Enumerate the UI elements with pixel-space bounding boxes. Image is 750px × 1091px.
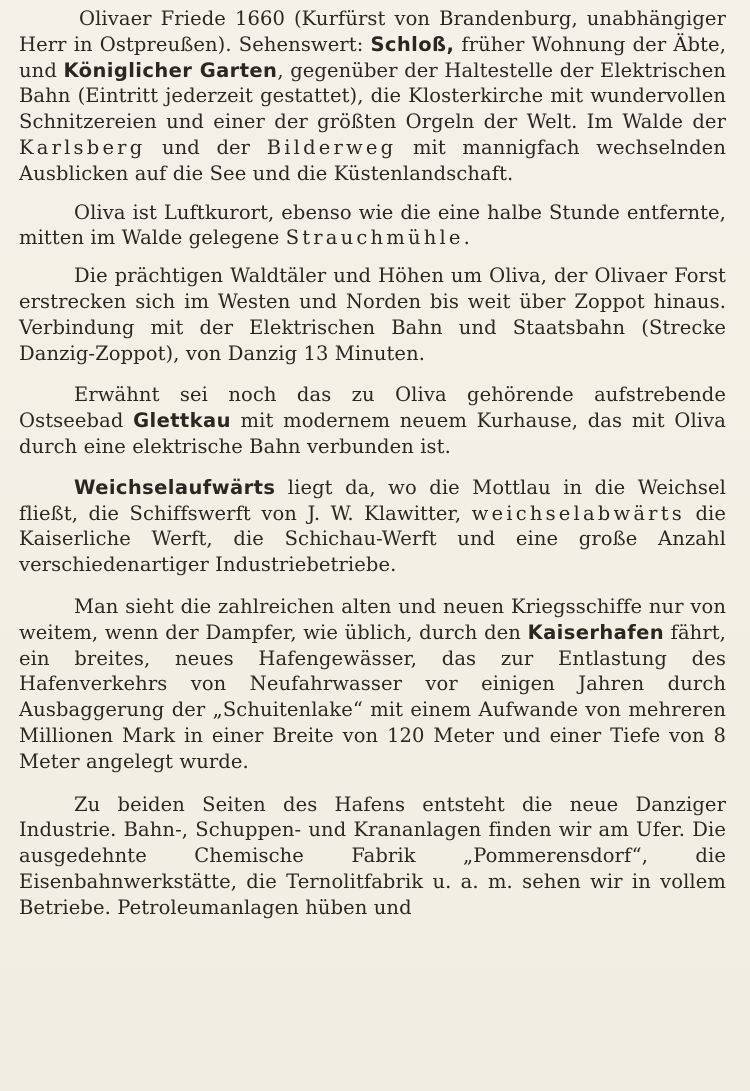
text-run: mit modernem neuem Kurhause, das mit Oliva durch eine elektrische Bahn verbunden ist. bbox=[19, 409, 726, 458]
paragraph-luftkurort bbox=[19, 200, 726, 252]
emphasis-weichselaufwaerts: Weichselaufwärts bbox=[74, 475, 276, 499]
text-run: mit mannigfach wechselnden Ausblicken auf die See und die Küstenlandschaft. bbox=[19, 135, 726, 185]
text-run: Zu beiden Seiten des Hafens entsteht die neue Danziger Industrie. Bahn-, Schuppen- und Krananlagen finden wir am Ufer. Die ausgedehnte Chemische Fabrik „Pommerensdorf“, die Eisenbahnwerkstätte, die Ternolitfabrik u. a. m. sehen wir in vollem Betriebe. Petroleumanlagen hüben und bbox=[19, 792, 726, 919]
text-run: und der bbox=[145, 135, 267, 159]
text-run: liegt da, wo die Mottlau in die Weichsel fließt, die Schiffswerft von J. W. Klawitter, bbox=[19, 475, 726, 525]
spaced-bilderweg: Bilderweg bbox=[266, 135, 397, 159]
text-run: die Kaiserliche Werft, die Schichau-Werft und eine große Anzahl verschiedenartiger Industriebetriebe. bbox=[19, 501, 727, 577]
text-run: Die prächtigen Waldtäler und Höhen um Oliva, der Olivaer Forst erstrecken sich im Westen und Norden bis weit über Zoppot hinaus. Verbindung mit der Elektrischen Bahn und Staatsbahn (Strecke Danzig-Zoppot), von Danzig 13 Minuten. bbox=[19, 264, 726, 365]
spaced-weichselabwaerts: weichselabwärts bbox=[471, 501, 685, 525]
paragraph-glettkau bbox=[19, 382, 726, 459]
spaced-karlsberg: Karlsberg bbox=[19, 135, 146, 159]
paragraph-kaiserhafen bbox=[19, 594, 726, 775]
emphasis-schloss: Schloß, bbox=[370, 32, 455, 56]
emphasis-kaiserhafen: Kaiserhafen bbox=[527, 620, 665, 644]
emphasis-glettkau: Glettkau bbox=[133, 409, 231, 433]
text-run: Erwähnt sei noch das zu Oliva gehörende aufstrebende Ostseebad bbox=[19, 383, 726, 433]
text-run: Oliva ist Luftkurort, ebenso wie die eine halbe Stunde entfernte, mitten im Walde gelegene bbox=[19, 200, 726, 250]
paragraph-waldtaeler bbox=[19, 263, 726, 366]
text-run: Olivaer Friede 1660 (Kurfürst von Brandenburg, unabhängiger Herr in Ostpreußen). Sehenswert: bbox=[19, 7, 726, 56]
emphasis-koeniglicher-garten: Königlicher Garten bbox=[63, 58, 278, 82]
text-run: . bbox=[463, 226, 470, 250]
text-run: , gegenüber der Haltestelle der Elektrischen Bahn (Eintritt jederzeit gestattet), die Klosterkirche mit wundervollen Schnitzereien und einer der größten Orgeln der Welt. Im Walde der bbox=[19, 58, 727, 134]
paragraph-oliva-history bbox=[19, 6, 726, 187]
text-run: fährt, ein breites, neues Hafengewässer, das zur Entlastung des Hafenverkehrs von Neufahrwasser vor einigen Jahren durch Ausbaggerung der „Schuitenlake“ mit einem Aufwande von mehreren Millionen Mark in einer Breite von 120 Meter und einer Tiefe von 8 Meter angelegt wurde. bbox=[19, 620, 726, 773]
text-run: früher Wohnung der Äbte, und bbox=[19, 32, 726, 82]
paragraph-weichselaufwaerts bbox=[19, 475, 726, 578]
spaced-strauchmuehle: Strauchmühle bbox=[285, 226, 464, 250]
text-run: Man sieht die zahlreichen alten und neuen Kriegsschiffe nur von weitem, wenn der Dampfer, wie üblich, durch den bbox=[19, 594, 726, 644]
paragraph-industrie bbox=[19, 792, 726, 921]
